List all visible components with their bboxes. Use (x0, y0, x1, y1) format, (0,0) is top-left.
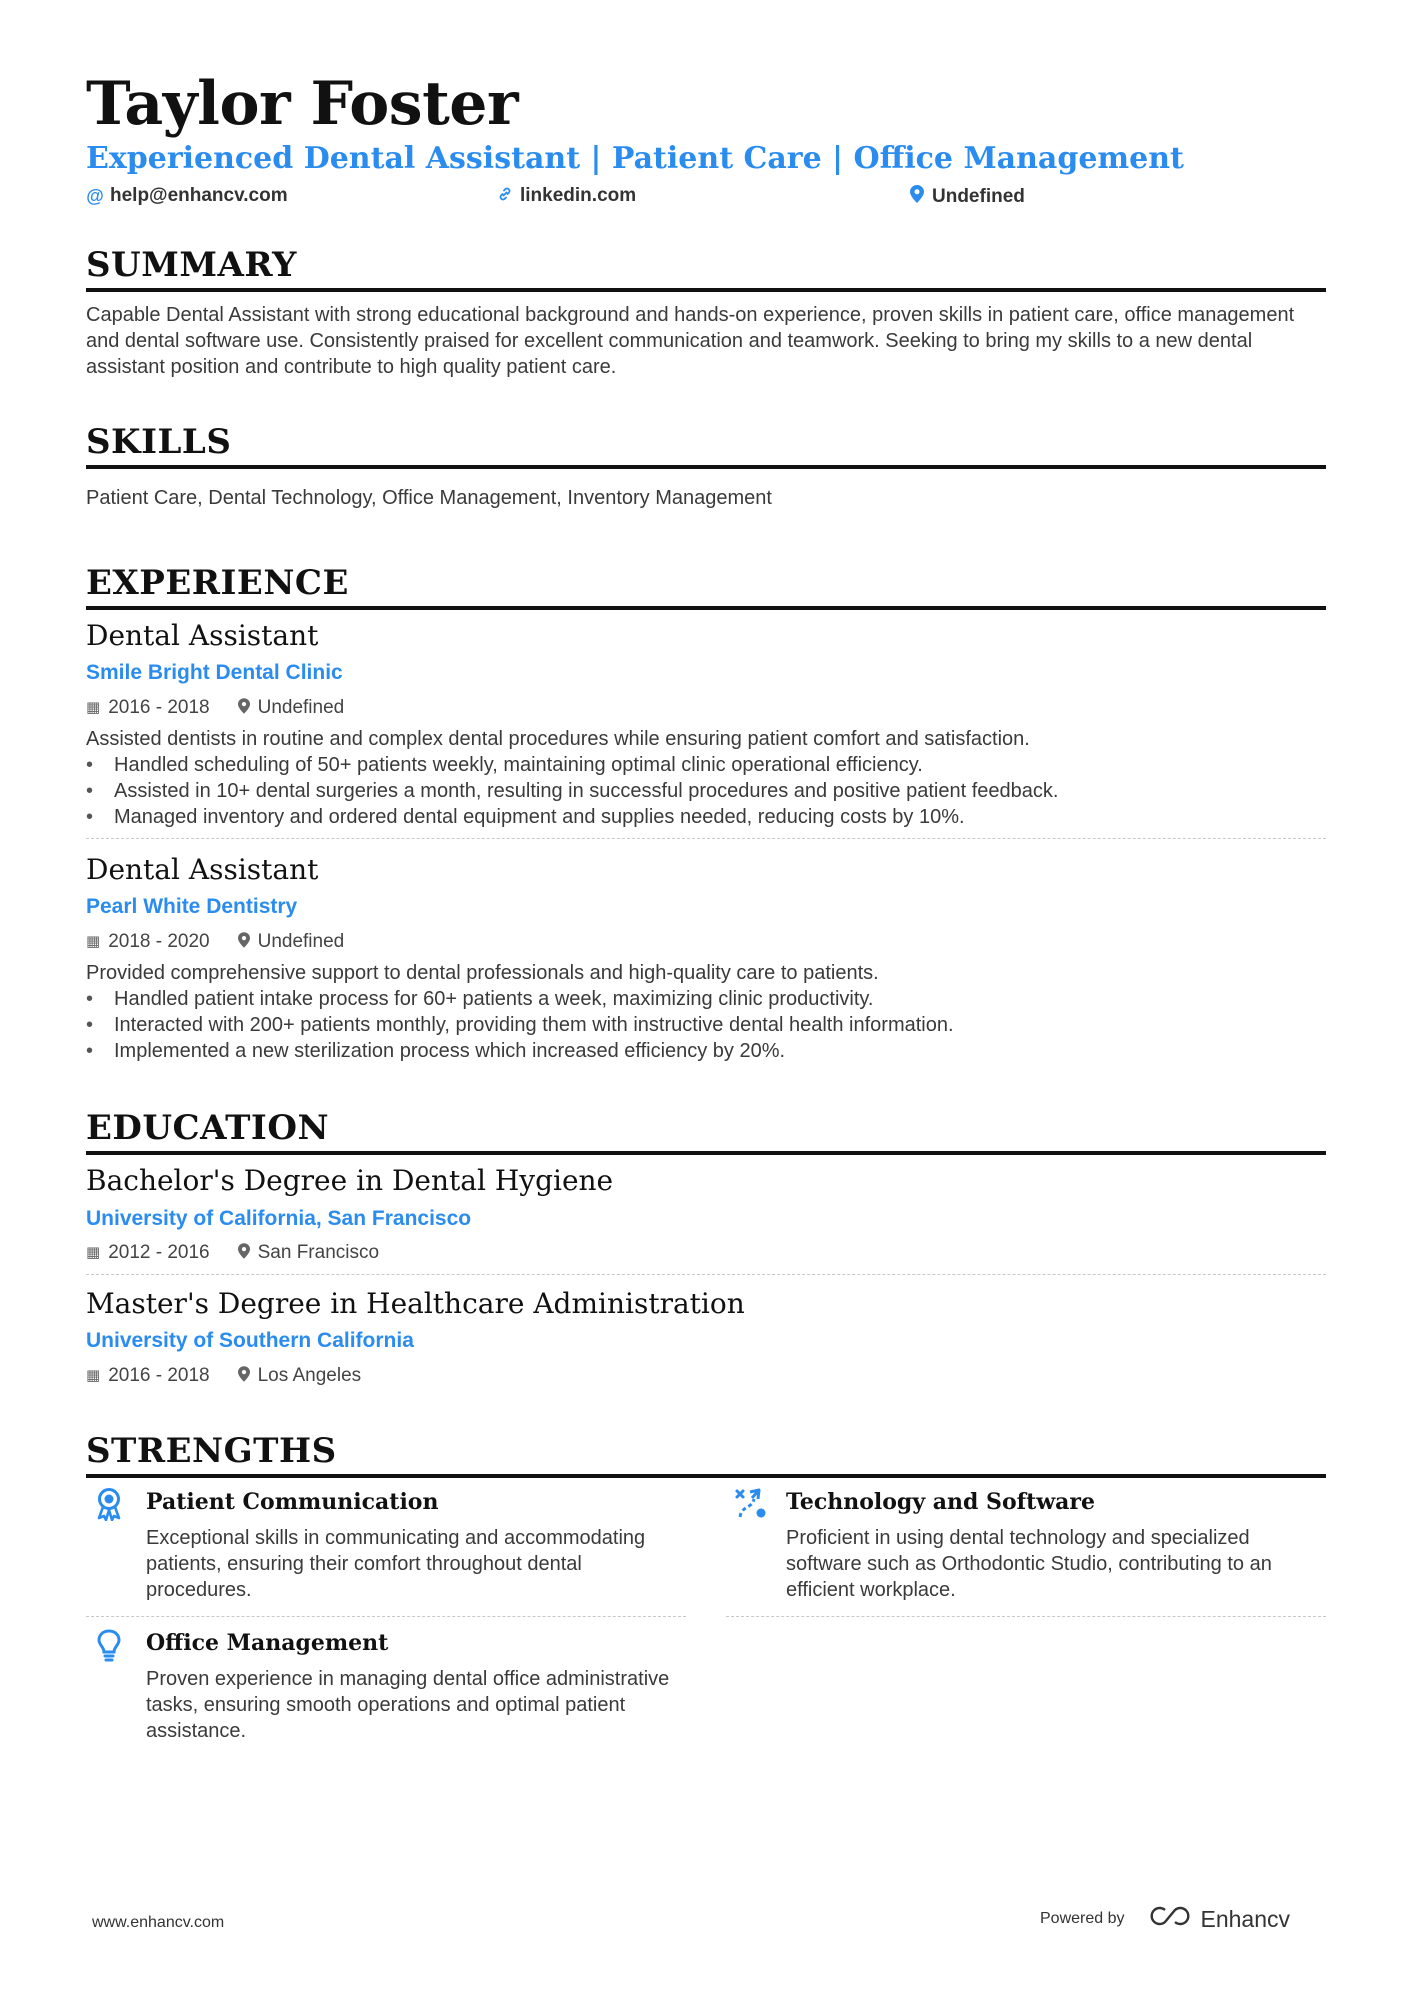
calendar-icon: ▦ (86, 1244, 101, 1261)
divider (86, 838, 1326, 839)
school-name: University of California, San Francisco (86, 1207, 472, 1230)
lightbulb-icon (94, 1628, 124, 1662)
footer-website[interactable]: www.enhancv.com (92, 1914, 225, 1931)
degree-title: Bachelor's Degree in Dental Hygiene (86, 1164, 614, 1197)
award-ribbon-icon (94, 1487, 124, 1521)
section-title-skills: SKILLS (86, 425, 1326, 469)
powered-by-label: Powered by (1040, 1910, 1125, 1927)
location-pin-icon (908, 185, 926, 208)
candidate-name: Taylor Foster (86, 69, 519, 139)
skills-text: Patient Care, Dental Technology, Office Management, Inventory Management (86, 487, 772, 509)
list-item: • Assisted in 10+ dental surgeries a month, resulting in successful procedures and positive patient feedback. (86, 778, 1326, 804)
strength-title: Patient Communication (146, 1489, 439, 1515)
job-title: Dental Assistant (86, 619, 319, 652)
enhancv-logo[interactable] (1147, 1904, 1291, 1934)
job-dates: 2018 - 2020 (108, 931, 210, 952)
job-meta (86, 932, 344, 951)
school-name: University of Southern California (86, 1329, 414, 1352)
section-title-strengths: STRENGTHS (86, 1434, 1326, 1478)
calendar-icon: ▦ (86, 1367, 101, 1384)
calendar-icon: ▦ (86, 699, 101, 716)
contact-bar (86, 185, 1326, 209)
contact-linkedin[interactable] (496, 185, 636, 207)
job-description: Provided comprehensive support to dental professionals and high-quality care to patients. (86, 962, 879, 984)
link-icon (496, 186, 514, 207)
strength-title: Technology and Software (786, 1489, 1096, 1515)
brand-name: Enhancv (1200, 1905, 1291, 1932)
company-name: Smile Bright Dental Clinic (86, 661, 343, 684)
job-location: Undefined (257, 931, 345, 952)
job-description: Assisted dentists in routine and complex dental procedures while ensuring patient comfort and satisfaction. (86, 728, 1030, 750)
company-name: Pearl White Dentistry (86, 895, 298, 918)
strength-title: Office Management (146, 1630, 389, 1656)
candidate-headline: Experienced Dental Assistant | Patient Care | Office Management (86, 141, 1184, 176)
job-location: Undefined (257, 697, 345, 718)
strategy-path-icon (734, 1487, 764, 1521)
education-location: San Francisco (257, 1242, 380, 1263)
divider (86, 1616, 686, 1617)
list-item: • Handled patient intake process for 60+ patients a week, maximizing clinic productivity. (86, 986, 1326, 1012)
footer-branding (1040, 1904, 1290, 1934)
strength-description: Proficient in using dental technology and specialized software such as Orthodontic Studio, contributing to an efficient workplace. (786, 1527, 1272, 1601)
contact-location (908, 185, 1025, 208)
list-item: • Managed inventory and ordered dental equipment and supplies needed, reducing costs by 10%. (86, 804, 1326, 830)
list-item: • Interacted with 200+ patients monthly, providing them with instructive dental health information. (86, 1012, 1326, 1038)
contact-email[interactable] (86, 185, 288, 207)
at-icon: @ (86, 185, 104, 206)
job-title: Dental Assistant (86, 853, 319, 886)
education-meta (86, 1243, 379, 1262)
summary-text: Capable Dental Assistant with strong educational background and hands-on experience, proven skills in patient care, office management and dental software use. Consistently praised for excellent communication and teamwork. Seeking to bring my skills to a new dental assistant position and contribute to high quality patient care. (86, 304, 1295, 378)
job-dates: 2016 - 2018 (108, 697, 210, 718)
location-text: Undefined (932, 185, 1025, 207)
strength-description: Proven experience in managing dental office administrative tasks, ensuring smooth operations and optimal patient assistance. (146, 1668, 670, 1742)
enhancv-logo-icon (1147, 1904, 1193, 1934)
education-dates: 2016 - 2018 (108, 1365, 210, 1386)
email-text: help@enhancv.com (110, 185, 288, 206)
divider (726, 1616, 1326, 1617)
degree-title: Master's Degree in Healthcare Administration (86, 1287, 745, 1320)
location-pin-icon (238, 932, 250, 951)
education-location: Los Angeles (257, 1365, 362, 1386)
divider (86, 1274, 1326, 1275)
list-item: • Handled scheduling of 50+ patients weekly, maintaining optimal clinic operational efficiency. (86, 752, 1326, 778)
section-title-summary: SUMMARY (86, 248, 1326, 292)
job-meta (86, 698, 344, 717)
education-meta (86, 1366, 361, 1385)
job-bullets (86, 752, 1326, 830)
location-pin-icon (238, 698, 250, 717)
section-title-experience: EXPERIENCE (86, 566, 1326, 610)
job-bullets (86, 986, 1326, 1064)
calendar-icon: ▦ (86, 933, 101, 950)
location-pin-icon (238, 1243, 250, 1262)
linkedin-text: linkedin.com (520, 185, 637, 206)
section-title-education: EDUCATION (86, 1111, 1326, 1155)
strength-description: Exceptional skills in communicating and accommodating patients, ensuring their comfort throughout dental procedures. (146, 1527, 646, 1601)
education-dates: 2012 - 2016 (108, 1242, 210, 1263)
list-item: • Implemented a new sterilization process which increased efficiency by 20%. (86, 1038, 1326, 1064)
location-pin-icon (238, 1366, 250, 1385)
